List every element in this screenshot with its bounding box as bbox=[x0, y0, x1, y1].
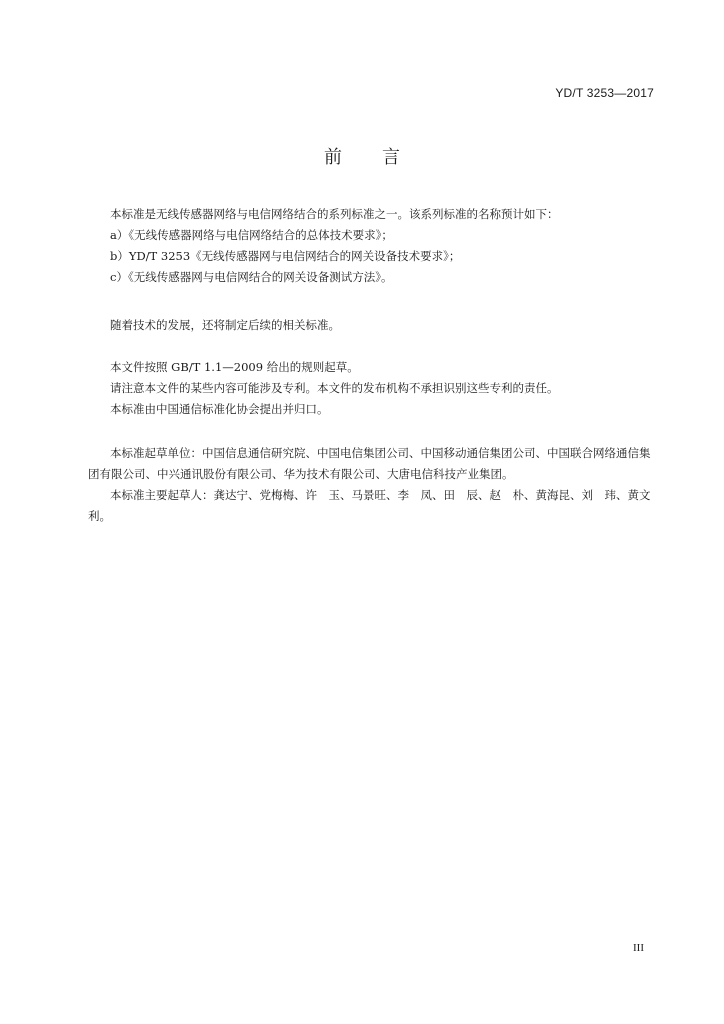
page-number: III bbox=[633, 942, 644, 954]
series-item-c: c）《无线传感器网与电信网结合的网关设备测试方法》。 bbox=[110, 270, 393, 284]
drafting-info-section bbox=[88, 357, 658, 420]
standard-code: YD/T 3253—2017 bbox=[555, 86, 654, 100]
drafting-rules: 本文件按照 GB/T 1.1—2009 给出的规则起草。 bbox=[110, 360, 359, 374]
series-intro: 本标准是无线传感器网络与电信网络结合的系列标准之一。该系列标准的名称预计如下： bbox=[110, 207, 559, 221]
proposer-statement: 本标准由中国通信标准化协会提出并归口。 bbox=[110, 402, 329, 416]
series-section bbox=[88, 204, 658, 288]
series-item-b: b）YD/T 3253《无线传感器网与电信网结合的网关设备技术要求》； bbox=[110, 249, 461, 263]
patent-notice: 请注意本文件的某些内容可能涉及专利。本文件的发布机构不承担识别这些专利的责任。 bbox=[110, 381, 559, 395]
page-title: 前言 bbox=[324, 147, 440, 168]
contributors-section bbox=[88, 443, 658, 527]
series-item-a: a）《无线传感器网络与电信网络结合的总体技术要求》； bbox=[110, 228, 393, 242]
drafting-units: 本标准起草单位：中国信息通信研究院、中国电信集团公司、中国移动通信集团公司、中国联合网络通信集团有限公司、中兴通讯股份有限公司、华为技术有限公司、大唐电信科技产业集团。 bbox=[88, 446, 651, 481]
future-note-section bbox=[88, 315, 658, 336]
future-note: 随着技术的发展，还将制定后续的相关标准。 bbox=[110, 318, 340, 332]
drafters-list: 本标准主要起草人：龚达宁、党梅梅、许 玉、马景旺、李 凤、田 辰、赵 朴、黄海昆、刘 玮、黄文利。 bbox=[88, 488, 651, 523]
